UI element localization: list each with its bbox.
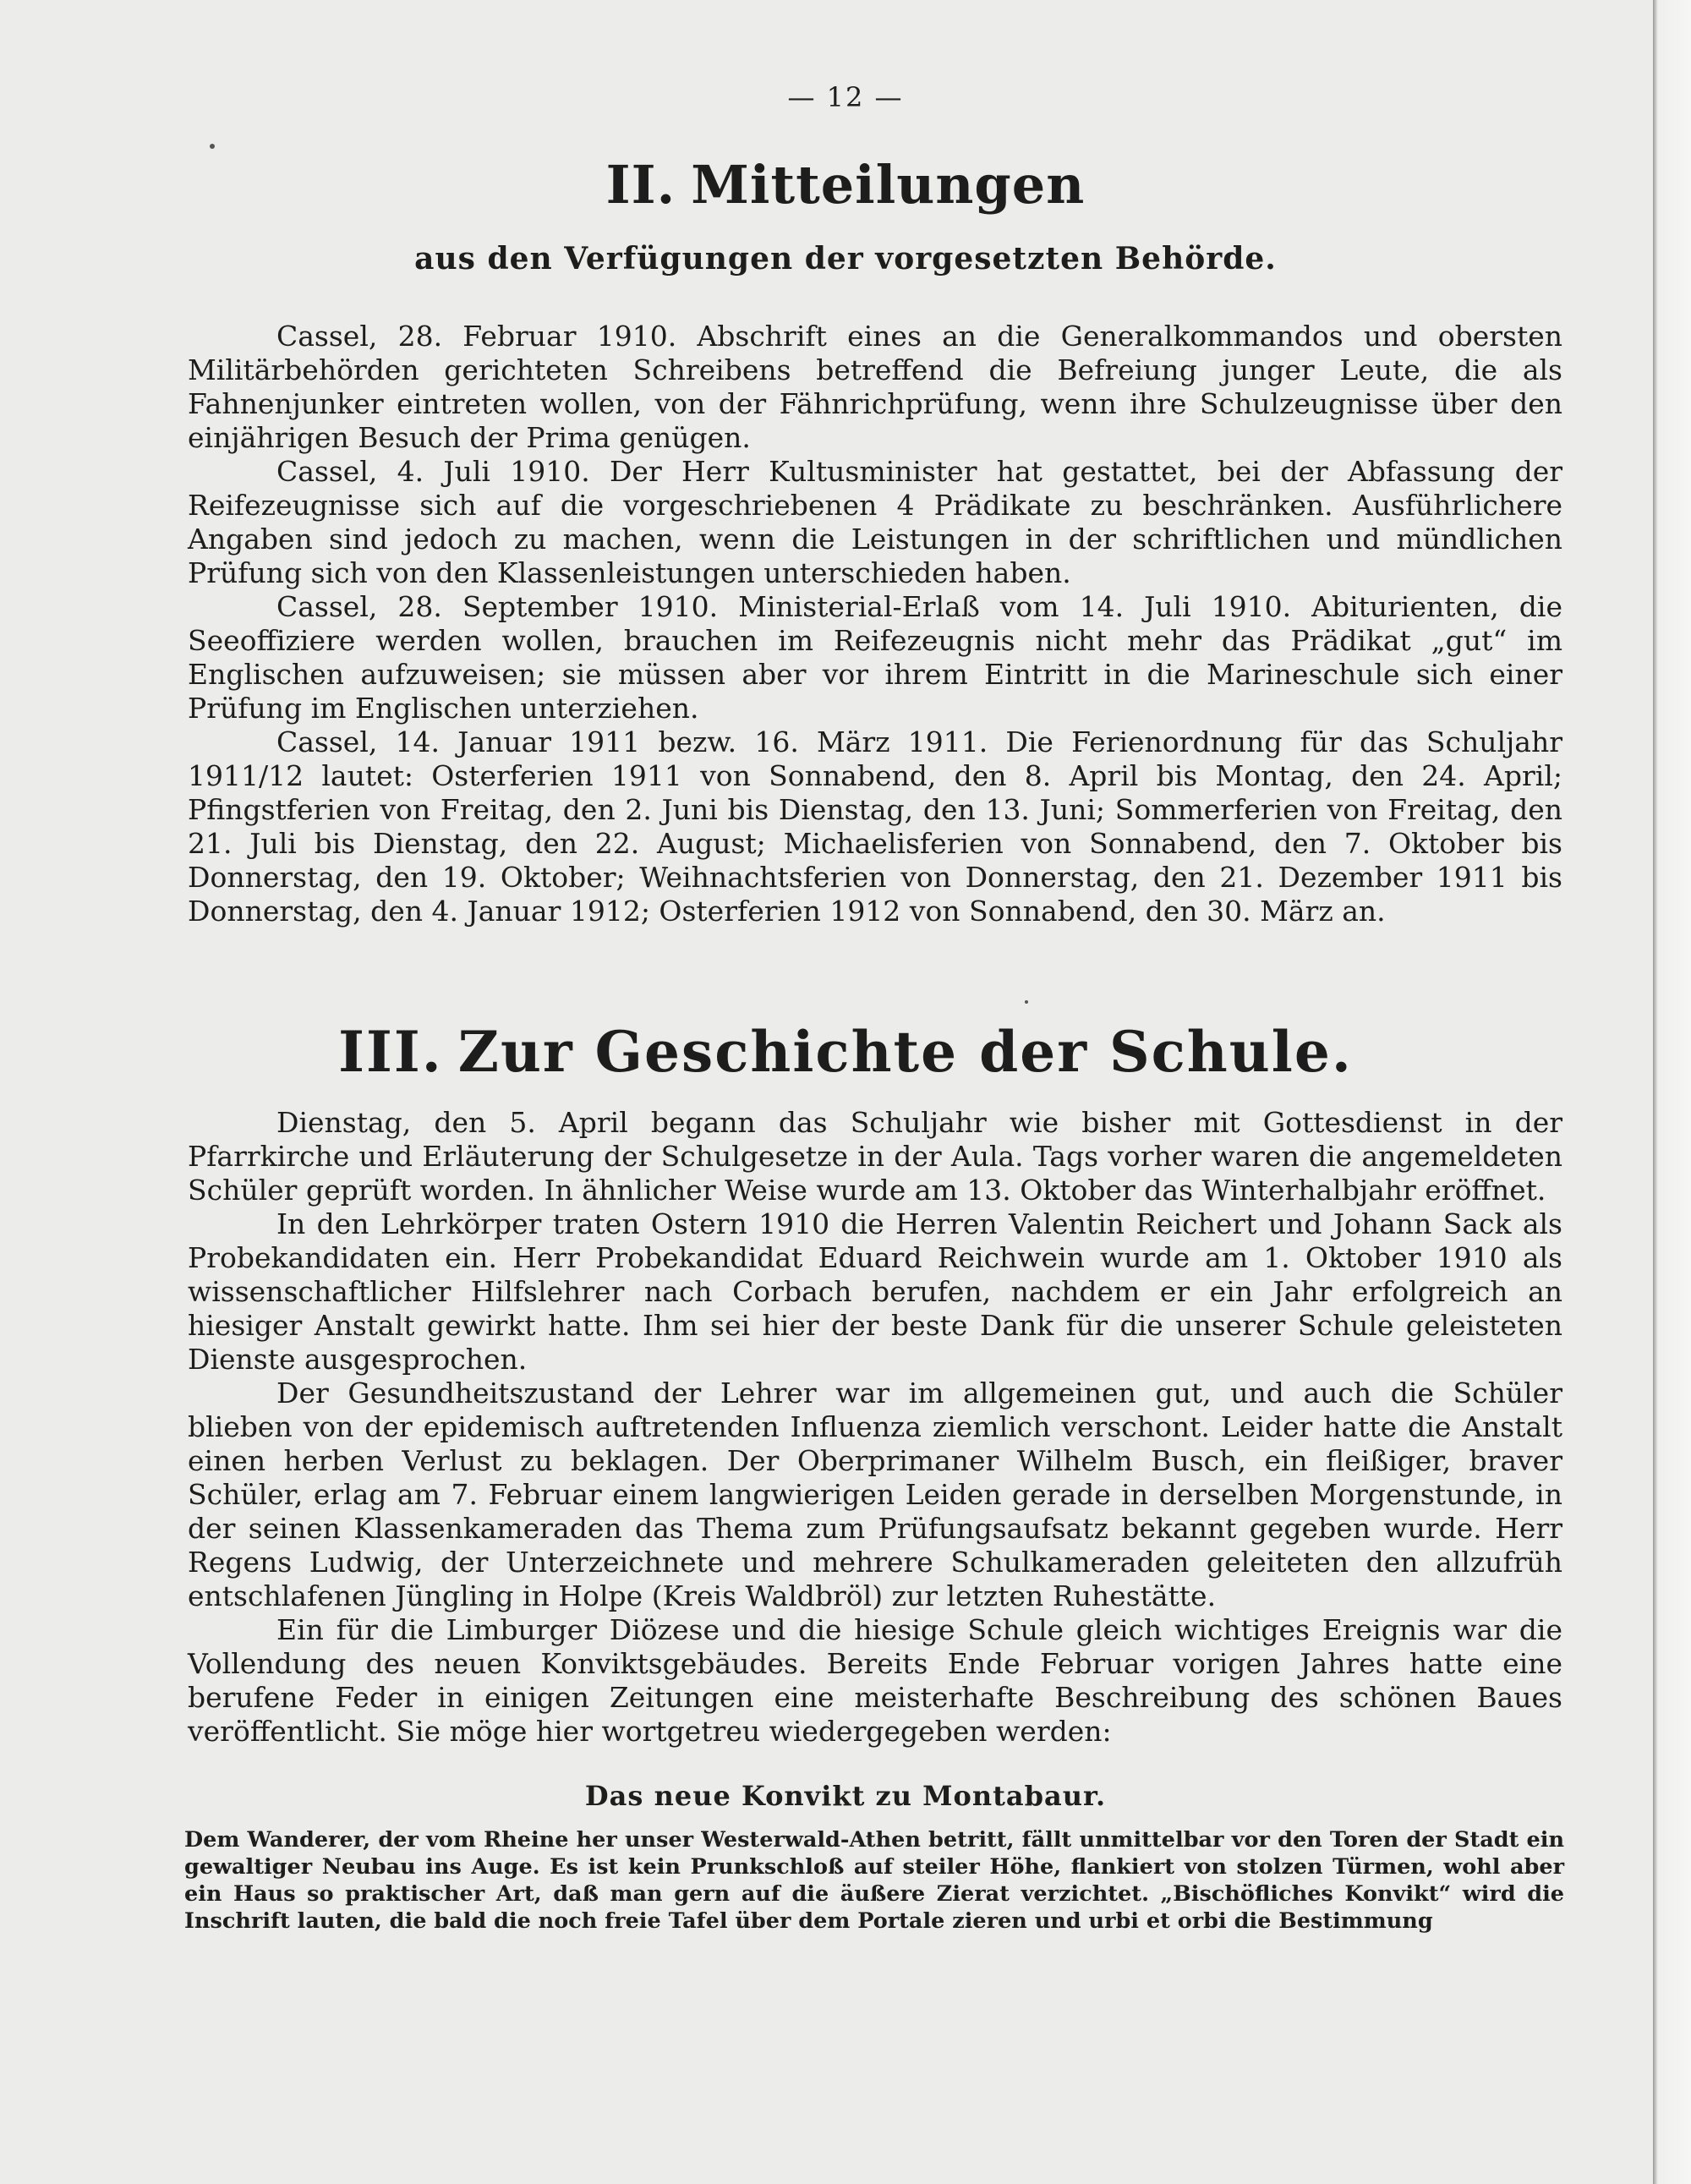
section-iii-body bbox=[188, 1106, 1562, 1749]
section-title: Mitteilungen bbox=[691, 154, 1086, 216]
paragraph: Der Gesundheitszustand der Lehrer war im allgemeinen gut, und auch die Schüler blieben von der epidemisch auftretenden Influenza ziemlich verschont. Leider hatte die Anstalt einen herben Verlust zu beklagen. Der Oberprimaner Wilhelm Busch, ein fleißiger, braver Schüler, erlag am 7. Februar einem langwierigen Leiden gerade in derselben Morgenstunde, in der seinen Klassenkameraden das Thema zum Prüfungsaufsatz bekannt gegeben wurde. Herr Regens Ludwig, der Unterzeichnete und mehrere Schulkameraden geleiteten den allzufrüh entschlafenen Jüngling in Holpe (Kreis Waldbröl) zur letzten Ruhestätte. bbox=[188, 1377, 1562, 1612]
section-subtitle: aus den Verfügungen der vorgesetzten Behörde. bbox=[414, 241, 1277, 276]
print-speck bbox=[1025, 1000, 1028, 1004]
article-title: Das neue Konvikt zu Montabaur. bbox=[584, 1780, 1107, 1812]
section-numeral: II. bbox=[605, 154, 676, 216]
article-body bbox=[184, 1826, 1564, 1935]
paragraph: Cassel, 28. September 1910. Ministerial-Erlaß vom 14. Juli 1910. Abiturienten, die Seeoffiziere werden wollen, brauchen im Reifezeugnis nicht mehr das Prädikat „gut“ im Englischen aufzuweisen; sie müssen aber vor ihrem Eintritt in die Marineschule sich einer Prüfung im Englischen unterziehen. bbox=[188, 590, 1562, 725]
section-numeral: III. bbox=[338, 1019, 443, 1085]
page-number: — 12 — bbox=[787, 81, 904, 113]
paragraph: Ein für die Limburger Diözese und die hiesige Schule gleich wichtiges Ereignis war die Vollendung des neuen Konviktsgebäudes. Bereits Ende Februar vorigen Jahres hatte eine berufene Feder in einigen Zeitungen eine meisterhafte Beschreibung des schönen Baues veröffentlicht. Sie möge hier wortgetreu wiedergegeben werden: bbox=[188, 1613, 1562, 1748]
article-paragraph: Dem Wanderer, der vom Rheine her unser Westerwald-Athen betritt, fällt unmittelbar vor den Toren der Stadt ein gewaltiger Neubau ins Auge. Es ist kein Prunkschloß auf steiler Höhe, flankiert von stolzen Türmen, wohl aber ein Haus so praktischer Art, daß man gern auf die äußere Zierat verzichtet. „Bischöfliches Konvikt“ wird die Inschrift lauten, die bald die noch freie Tafel über dem Portale zieren und urbi et orbi die Bestimmung bbox=[184, 1827, 1564, 1934]
section-ii-body bbox=[188, 320, 1562, 928]
print-speck bbox=[210, 144, 215, 149]
page-edge-shadow bbox=[1653, 0, 1691, 2184]
paragraph: Cassel, 28. Februar 1910. Abschrift eines an die Generalkommandos und obersten Militärbehörden gerichteten Schreibens betreffend die Befreiung junger Leute, die als Fahnenjunker eintreten wollen, von der Fähnrichprüfung, wenn ihre Schulzeugnisse über den einjährigen Besuch der Prima genügen. bbox=[188, 320, 1562, 454]
section-heading-iii bbox=[0, 1019, 1691, 1085]
section-heading-ii bbox=[0, 154, 1691, 216]
paragraph: Cassel, 4. Juli 1910. Der Herr Kultusminister hat gestattet, bei der Abfassung der Reifezeugnisse sich auf die vorgeschriebenen 4 Prädikate zu beschränken. Ausführlichere Angaben sind jedoch zu machen, wenn die Leistungen in der schriftlichen und mündlichen Prüfung sich von den Klassenleistungen unterschieden haben. bbox=[188, 455, 1562, 589]
paragraph: In den Lehrkörper traten Ostern 1910 die Herren Valentin Reichert und Johann Sack als Probekandidaten ein. Herr Probekandidat Eduard Reichwein wurde am 1. Oktober 1910 als wissenschaftlicher Hilfslehrer nach Corbach berufen, nachdem er ein Jahr erfolgreich an hiesiger Anstalt gewirkt hatte. Ihm sei hier der beste Dank für die unserer Schule geleisteten Dienste ausgesprochen. bbox=[188, 1207, 1562, 1376]
paragraph: Dienstag, den 5. April begann das Schuljahr wie bisher mit Gottesdienst in der Pfarrkirche und Erläuterung der Schulgesetze in der Aula. Tags vorher waren die angemeldeten Schüler geprüft worden. In ähnlicher Weise wurde am 13. Oktober das Winterhalbjahr eröffnet. bbox=[188, 1106, 1562, 1207]
paragraph: Cassel, 14. Januar 1911 bezw. 16. März 1911. Die Ferienordnung für das Schuljahr 1911/12 lautet: Osterferien 1911 von Sonnabend, den 8. April bis Montag, den 24. April; Pfingstferien von Freitag, den 2. Juni bis Dienstag, den 13. Juni; Sommerferien von Freitag, den 21. Juli bis Dienstag, den 22. August; Michaelisferien von Sonnabend, den 7. Oktober bis Donnerstag, den 19. Oktober; Weihnachtsferien von Donnerstag, den 21. Dezember 1911 bis Donnerstag, den 4. Januar 1912; Osterferien 1912 von Sonnabend, den 30. März an. bbox=[188, 725, 1562, 928]
section-title: Zur Geschichte der Schule. bbox=[457, 1019, 1353, 1085]
